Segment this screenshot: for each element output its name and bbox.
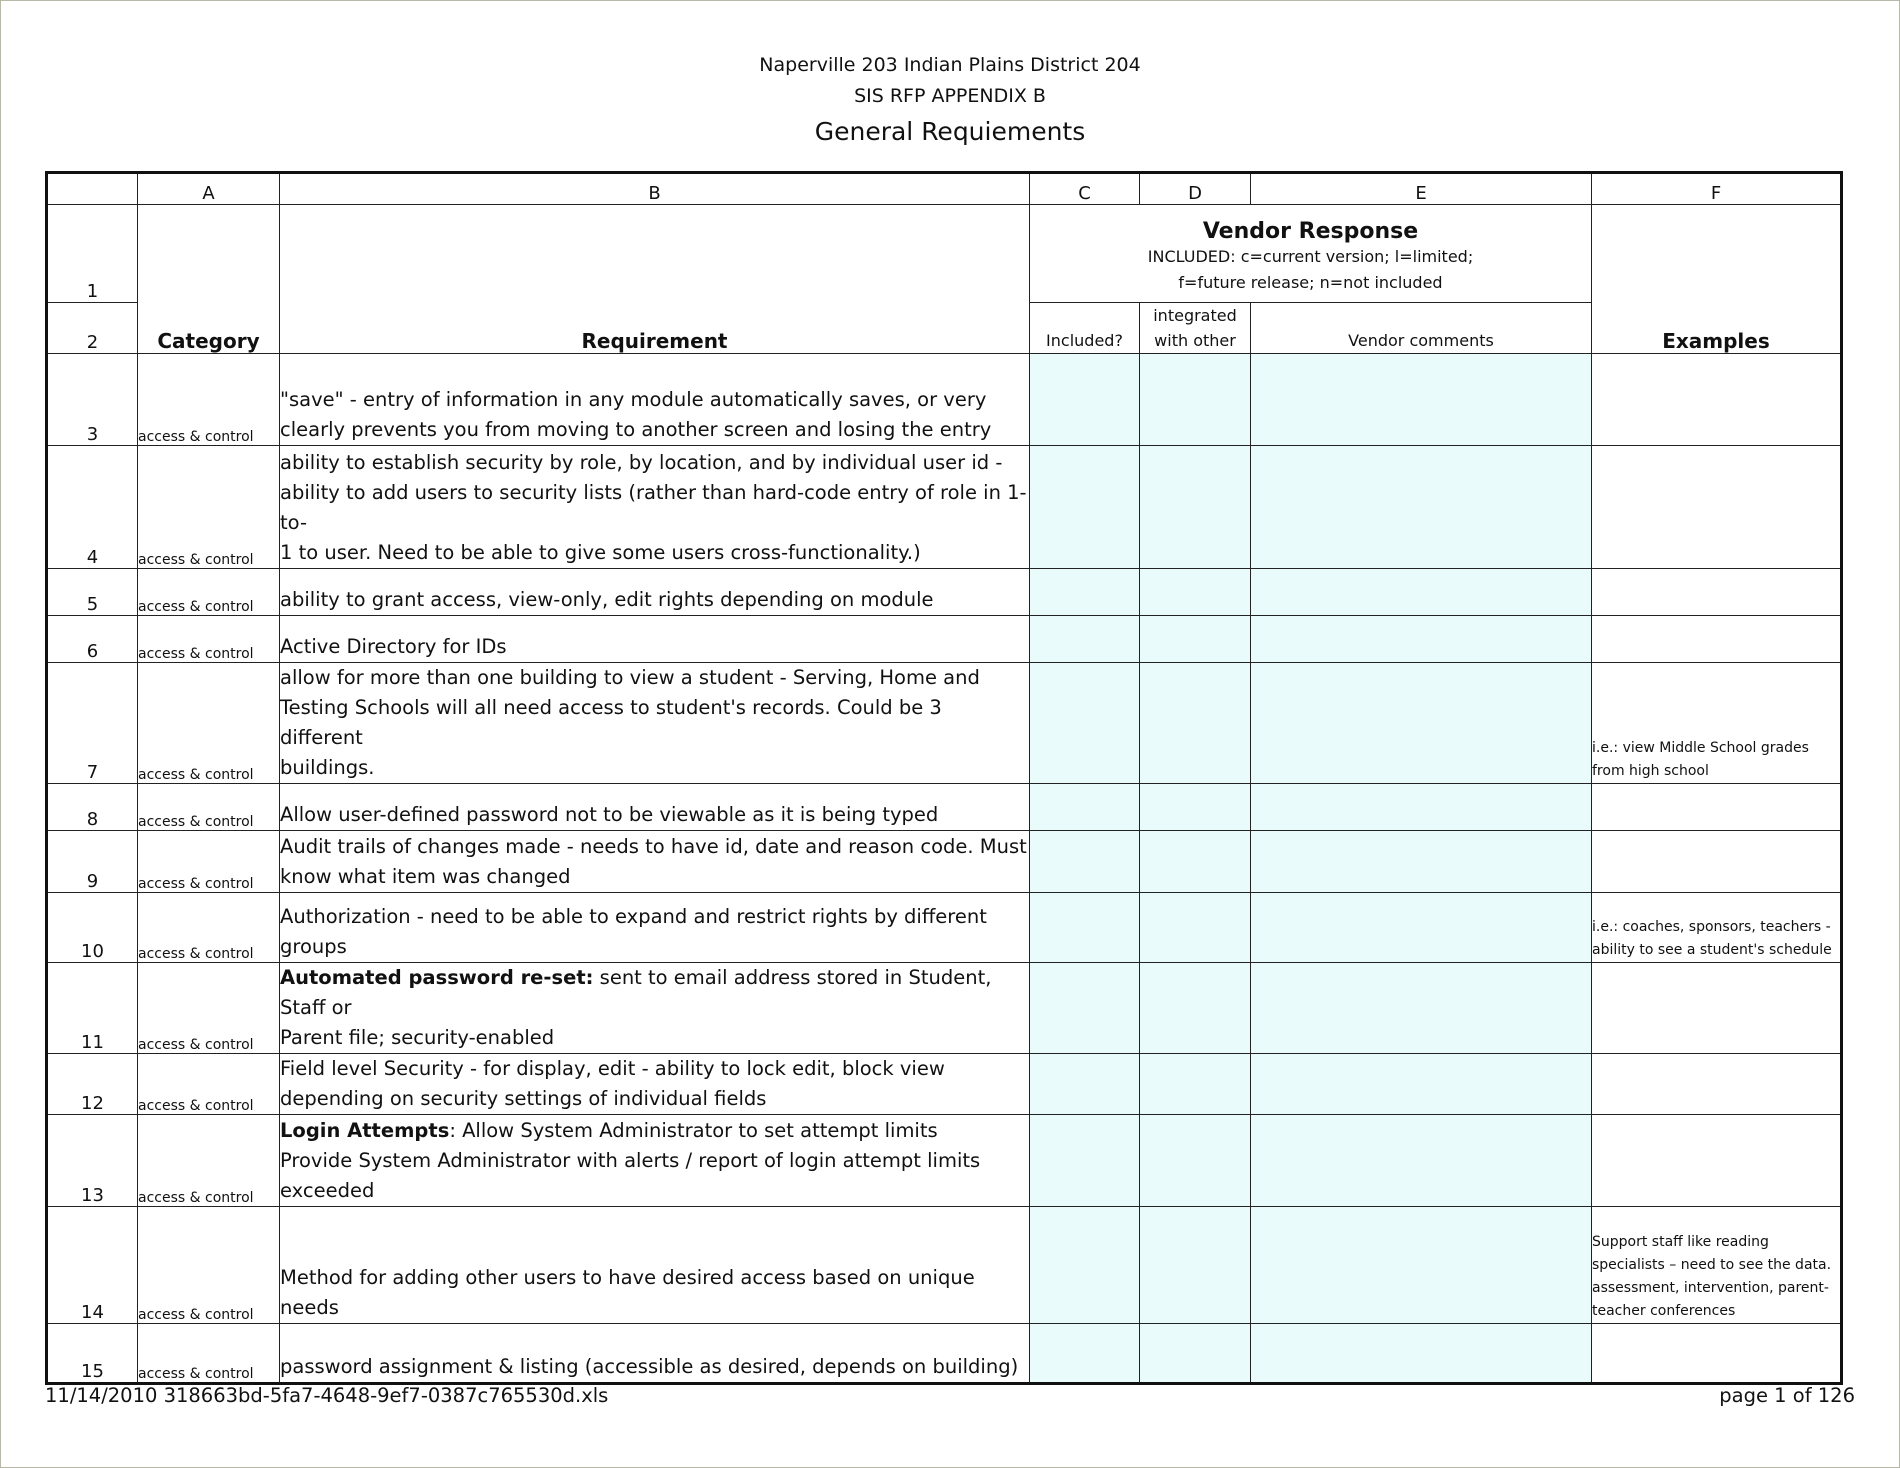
requirement-text: : Allow System Administrator to set attempt limits	[449, 1119, 938, 1142]
integrated-cell[interactable]	[1140, 893, 1251, 963]
example-line: from high school	[1592, 763, 1709, 779]
table-row	[47, 893, 1842, 963]
vendor-response-title: Vendor Response	[1202, 219, 1419, 244]
requirement-line: ability to establish security by role, by location, and by individual user id -	[280, 451, 1003, 474]
category-cell[interactable]: access & control	[138, 1054, 280, 1115]
column-header-e[interactable]: E	[1251, 173, 1592, 205]
requirement-line: Testing Schools will all need access to student's records. Could be 3 different	[280, 696, 942, 749]
requirement-cell[interactable]	[280, 1207, 1030, 1324]
row-number[interactable]: 14	[47, 1207, 138, 1324]
table-row	[47, 616, 1842, 663]
vendor-comments-cell[interactable]	[1251, 354, 1592, 446]
row-number[interactable]: 3	[47, 354, 138, 446]
included-cell[interactable]	[1030, 663, 1140, 784]
row-number[interactable]: 7	[47, 663, 138, 784]
requirement-cell[interactable]	[280, 616, 1030, 663]
integrated-header	[1140, 303, 1251, 354]
requirement-line: allow for more than one building to view a student - Serving, Home and	[280, 666, 980, 689]
requirement-line: 1 to user. Need to be able to give some users cross-functionality.)	[280, 541, 921, 564]
examples-cell[interactable]	[1592, 893, 1842, 963]
requirement-cell[interactable]	[280, 893, 1030, 963]
integrated-cell[interactable]	[1140, 963, 1251, 1054]
category-cell[interactable]: access & control	[138, 963, 280, 1054]
table-row	[47, 446, 1842, 569]
footer-filename: 11/14/2010 318663bd-5fa7-4648-9ef7-0387c765530d.xls	[45, 1384, 609, 1407]
row-number[interactable]: 13	[47, 1115, 138, 1207]
requirement-cell[interactable]	[280, 446, 1030, 569]
examples-cell[interactable]	[1592, 1115, 1842, 1207]
requirement-line: "save" - entry of information in any module automatically saves, or very	[280, 388, 987, 411]
requirement-line: ability to grant access, view-only, edit rights depending on module	[280, 588, 934, 611]
table-row	[47, 1324, 1842, 1384]
row-number[interactable]: 11	[47, 963, 138, 1054]
requirement-bold-label: Automated password re-set:	[280, 966, 594, 989]
included-cell[interactable]	[1030, 446, 1140, 569]
included-cell[interactable]	[1030, 354, 1140, 446]
page-title: General Requiements	[814, 117, 1086, 146]
requirement-line: Method for adding other users to have desired access based on unique needs	[280, 1266, 975, 1319]
included-cell[interactable]	[1030, 1115, 1140, 1207]
requirement-bold-label: Login Attempts	[280, 1119, 450, 1142]
table-row	[47, 663, 1842, 784]
category-cell[interactable]: access & control	[138, 1115, 280, 1207]
example-line: ability to see a student's schedule	[1592, 942, 1832, 958]
vendor-comments-cell[interactable]	[1251, 1054, 1592, 1115]
requirement-line: buildings.	[280, 756, 375, 779]
vendor-comments-cell[interactable]	[1251, 616, 1592, 663]
requirement-cell[interactable]	[280, 663, 1030, 784]
requirements-table	[45, 171, 1843, 1385]
table-row	[47, 1207, 1842, 1324]
integrated-header-line-1: integrated	[1153, 306, 1237, 325]
column-header-b[interactable]: B	[280, 173, 1030, 205]
category-cell[interactable]: access & control	[138, 354, 280, 446]
header-appendix: SIS RFP APPENDIX B	[854, 85, 1046, 107]
row-number[interactable]: 8	[47, 784, 138, 831]
example-line: specialists – need to see the data.	[1592, 1257, 1832, 1273]
requirement-line	[280, 963, 1029, 1023]
category-cell[interactable]: access & control	[138, 1207, 280, 1324]
integrated-cell[interactable]	[1140, 616, 1251, 663]
row-number[interactable]: 4	[47, 446, 138, 569]
requirement-line: know what item was changed	[280, 865, 571, 888]
requirement-cell[interactable]	[280, 354, 1030, 446]
column-header-d[interactable]: D	[1140, 173, 1251, 205]
requirement-line: password assignment & listing (accessible as desired, depends on building)	[280, 1355, 1019, 1378]
included-cell[interactable]	[1030, 831, 1140, 893]
category-cell[interactable]: access & control	[138, 831, 280, 893]
examples-cell[interactable]	[1592, 1054, 1842, 1115]
included-cell[interactable]	[1030, 569, 1140, 616]
requirement-cell[interactable]	[280, 831, 1030, 893]
vendor-comments-cell[interactable]	[1251, 569, 1592, 616]
requirement-line: Parent file; security-enabled	[280, 1026, 555, 1049]
integrated-cell[interactable]	[1140, 663, 1251, 784]
row-number[interactable]: 10	[47, 893, 138, 963]
category-header: Category	[138, 205, 280, 354]
example-line: teacher conferences	[1592, 1303, 1736, 1319]
examples-cell[interactable]	[1592, 963, 1842, 1054]
table-row	[47, 784, 1842, 831]
requirement-text: sent to email address stored in Student, Staff or	[280, 966, 992, 1019]
column-header-f[interactable]: F	[1592, 173, 1842, 205]
header-row-1	[47, 205, 1842, 303]
vendor-comments-cell[interactable]	[1251, 1207, 1592, 1324]
examples-cell[interactable]	[1592, 569, 1842, 616]
example-line: Support staff like reading	[1592, 1234, 1769, 1250]
requirement-cell[interactable]	[280, 1054, 1030, 1115]
example-line: i.e.: view Middle School grades	[1592, 740, 1809, 756]
category-cell[interactable]: access & control	[138, 446, 280, 569]
integrated-cell[interactable]	[1140, 784, 1251, 831]
examples-cell[interactable]	[1592, 1207, 1842, 1324]
requirement-cell[interactable]	[280, 963, 1030, 1054]
vendor-comments-cell[interactable]	[1251, 784, 1592, 831]
category-cell[interactable]: access & control	[138, 663, 280, 784]
examples-cell[interactable]	[1592, 1324, 1842, 1384]
included-cell[interactable]	[1030, 963, 1140, 1054]
integrated-cell[interactable]	[1140, 1324, 1251, 1384]
requirement-line: Allow user-defined password not to be viewable as it is being typed	[280, 803, 939, 826]
requirement-line: depending on security settings of individual fields	[280, 1087, 767, 1110]
vendor-comments-cell[interactable]	[1251, 1115, 1592, 1207]
integrated-cell[interactable]	[1140, 446, 1251, 569]
vendor-comments-cell[interactable]	[1251, 963, 1592, 1054]
category-cell[interactable]: access & control	[138, 893, 280, 963]
included-cell[interactable]	[1030, 1207, 1140, 1324]
requirement-line: clearly prevents you from moving to another screen and losing the entry	[280, 418, 992, 441]
vendor-comments-cell[interactable]	[1251, 893, 1592, 963]
requirement-line: Audit trails of changes made - needs to have id, date and reason code. Must	[280, 835, 1027, 858]
vendor-response-header	[1030, 205, 1592, 303]
integrated-cell[interactable]	[1140, 831, 1251, 893]
row-number: 1	[47, 205, 138, 303]
table-row	[47, 354, 1842, 446]
examples-cell[interactable]	[1592, 354, 1842, 446]
vendor-comments-cell[interactable]	[1251, 831, 1592, 893]
header-district: Naperville 203 Indian Plains District 204	[759, 54, 1141, 76]
examples-cell[interactable]	[1592, 784, 1842, 831]
table-row	[47, 831, 1842, 893]
row-number[interactable]: 5	[47, 569, 138, 616]
requirement-line: Field level Security - for display, edit - ability to lock edit, block view	[280, 1057, 945, 1080]
requirement-line: Provide System Administrator with alerts / report of login attempt limits	[280, 1149, 981, 1172]
examples-cell[interactable]	[1592, 446, 1842, 569]
footer-page-number: page 1 of 126	[1719, 1384, 1855, 1407]
row-number: 2	[47, 303, 138, 354]
vendor-comments-cell[interactable]	[1251, 663, 1592, 784]
table-row	[47, 569, 1842, 616]
row-number[interactable]: 15	[47, 1324, 138, 1384]
requirement-cell[interactable]	[280, 784, 1030, 831]
included-cell[interactable]	[1030, 616, 1140, 663]
requirement-cell[interactable]	[280, 569, 1030, 616]
category-cell[interactable]: access & control	[138, 1324, 280, 1384]
row-number[interactable]: 12	[47, 1054, 138, 1115]
examples-cell[interactable]	[1592, 831, 1842, 893]
integrated-cell[interactable]	[1140, 1115, 1251, 1207]
included-cell[interactable]	[1030, 1054, 1140, 1115]
requirement-line: exceeded	[280, 1179, 375, 1202]
table-row	[47, 1054, 1842, 1115]
vendor-comments-cell[interactable]	[1251, 1324, 1592, 1384]
requirement-line	[280, 1116, 1029, 1146]
category-cell[interactable]: access & control	[138, 784, 280, 831]
example-line: assessment, intervention, parent-	[1592, 1280, 1829, 1296]
integrated-cell[interactable]	[1140, 569, 1251, 616]
table-row	[47, 1115, 1842, 1207]
column-header-a[interactable]: A	[138, 173, 280, 205]
included-cell[interactable]	[1030, 1324, 1140, 1384]
integrated-cell[interactable]	[1140, 354, 1251, 446]
examples-cell[interactable]	[1592, 663, 1842, 784]
row-number[interactable]: 9	[47, 831, 138, 893]
integrated-cell[interactable]	[1140, 1054, 1251, 1115]
integrated-header-line-2: with other	[1154, 331, 1236, 350]
vendor-comments-cell[interactable]	[1251, 446, 1592, 569]
column-header-corner[interactable]	[47, 173, 138, 205]
requirement-line: groups	[280, 935, 347, 958]
examples-header: Examples	[1592, 205, 1842, 354]
table-row	[47, 963, 1842, 1054]
requirement-line: Active Directory for IDs	[280, 635, 507, 658]
category-cell[interactable]: access & control	[138, 616, 280, 663]
included-cell[interactable]	[1030, 784, 1140, 831]
column-header-c[interactable]: C	[1030, 173, 1140, 205]
vendor-legend-line-1: INCLUDED: c=current version; l=limited;	[1147, 247, 1474, 266]
requirement-rows	[47, 354, 1842, 1384]
row-number[interactable]: 6	[47, 616, 138, 663]
requirement-header: Requirement	[280, 205, 1030, 354]
included-header: Included?	[1030, 303, 1140, 354]
examples-cell[interactable]	[1592, 616, 1842, 663]
requirement-cell[interactable]	[280, 1115, 1030, 1207]
requirement-cell[interactable]	[280, 1324, 1030, 1384]
vendor-comments-header: Vendor comments	[1251, 303, 1592, 354]
example-line: i.e.: coaches, sponsors, teachers -	[1592, 919, 1831, 935]
requirement-line: ability to add users to security lists (rather than hard-code entry of role in 1-to-	[280, 481, 1027, 534]
category-cell[interactable]: access & control	[138, 569, 280, 616]
included-cell[interactable]	[1030, 893, 1140, 963]
vendor-legend-line-2: f=future release; n=not included	[1178, 273, 1443, 292]
requirement-line: Authorization - need to be able to expand and restrict rights by different	[280, 905, 987, 928]
column-header-row	[47, 173, 1842, 205]
integrated-cell[interactable]	[1140, 1207, 1251, 1324]
